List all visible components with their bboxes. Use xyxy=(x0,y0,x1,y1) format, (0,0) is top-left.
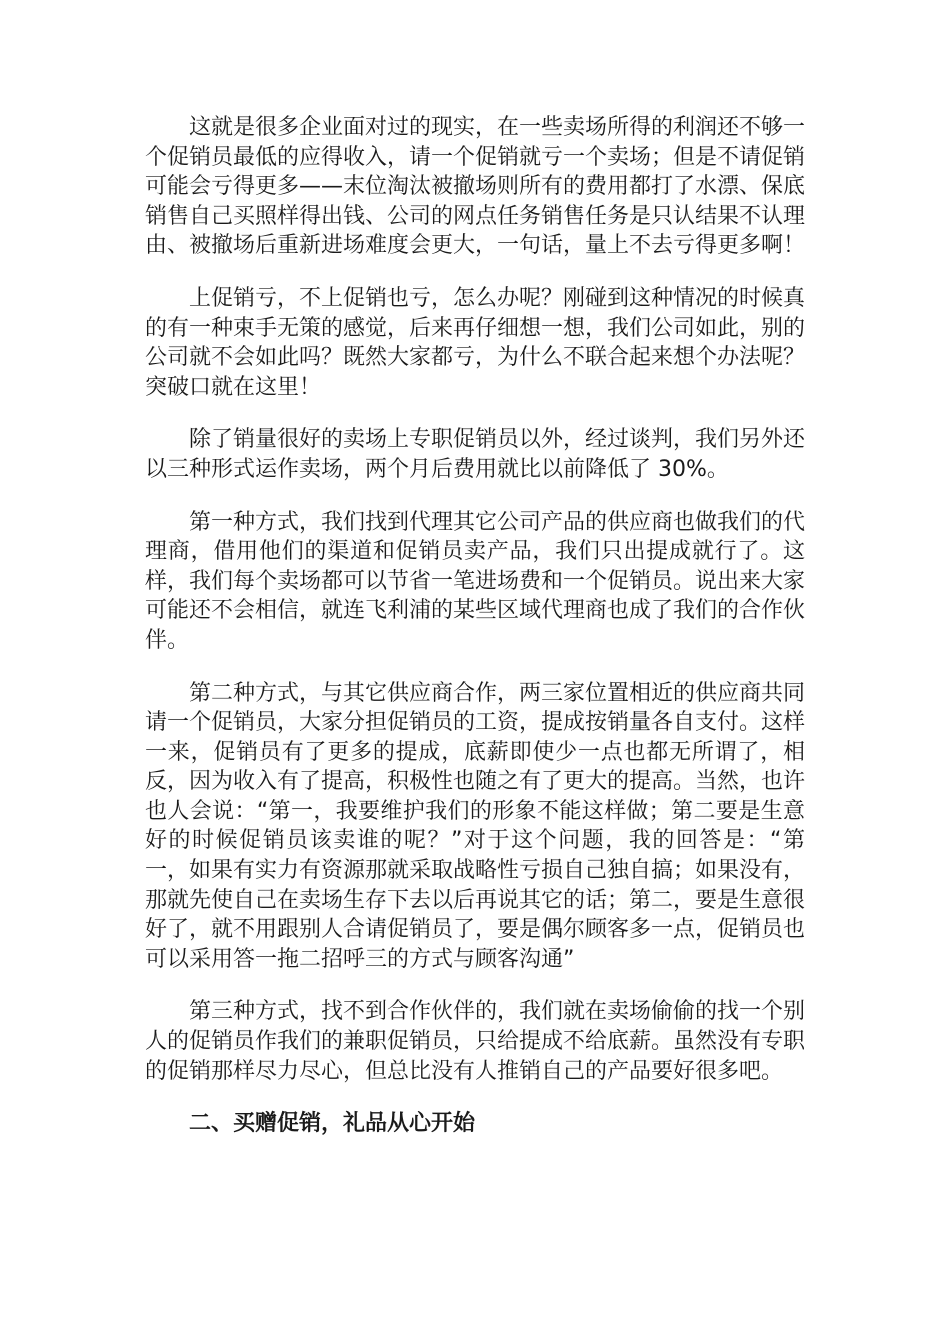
paragraph-6: 第三种方式，找不到合作伙伴的，我们就在卖场偷偷的找一个别人的促销员作我们的兼职促销员，只给提成不给底薪。虽然没有专职的促销那样尽力尽心，但总比没有人推销自己的产品要好很多吧。 xyxy=(145,999,806,1084)
paragraph-4: 第一种方式，我们找到代理其它公司产品的供应商也做我们的代理商，借用他们的渠道和促销员卖产品，我们只出提成就行了。这样，我们每个卖场都可以节省一笔进场费和一个促销员。说出来大家可能还不会相信，就连飞利浦的某些区域代理商也成了我们的合作伙伴。 xyxy=(145,509,806,653)
paragraph-2: 上促销亏，不上促销也亏，怎么办呢？刚碰到这种情况的时候真的有一种束手无策的感觉，后来再仔细想一想，我们公司如此，别的公司就不会如此吗？既然大家都亏，为什么不联合起来想个办法呢？突破口就在这里！ xyxy=(145,285,806,400)
document-body xyxy=(145,113,805,1139)
paragraph-5: 第二种方式，与其它供应商合作，两三家位置相近的供应商共同请一个促销员，大家分担促销员的工资，提成按销量各自支付。这样一来，促销员有了更多的提成，底薪即使少一点也都无所谓了，相反，因为收入有了提高，积极性也随之有了更大的提高。当然，也许也人会说：“第一，我要维护我们的形象不能这样做；第二要是生意好的时候促销员该卖谁的呢？”对于这个问题，我的回答是：“第一，如果有实力有资源那就采取战略性亏损自己独自搞；如果没有，那就先使自己在卖场生存下去以后再说其它的话；第二，要是生意很好了，就不用跟别人合请促销员了，要是偶尔顾客多一点，促销员也可以采用答一拖二招呼三的方式与顾客沟通” xyxy=(145,680,806,972)
paragraph-3: 除了销量很好的卖场上专职促销员以外，经过谈判，我们另外还以三种形式运作卖场，两个月后费用就比以前降低了 30%。 xyxy=(145,427,806,482)
paragraph-1: 这就是很多企业面对过的现实，在一些卖场所得的利润还不够一个促销员最低的应得收入，请一个促销就亏一个卖场；但是不请促销可能会亏得更多——末位淘汰被撤场则所有的费用都打了水漂、保底销售自己买照样得出钱、公司的网点任务销售任务是只认结果不认理由、被撤场后重新进场难度会更大，一句话，量上不去亏得更多啊！ xyxy=(145,115,806,259)
section-heading: 二、买赠促销，礼品从心开始 xyxy=(189,1111,476,1137)
